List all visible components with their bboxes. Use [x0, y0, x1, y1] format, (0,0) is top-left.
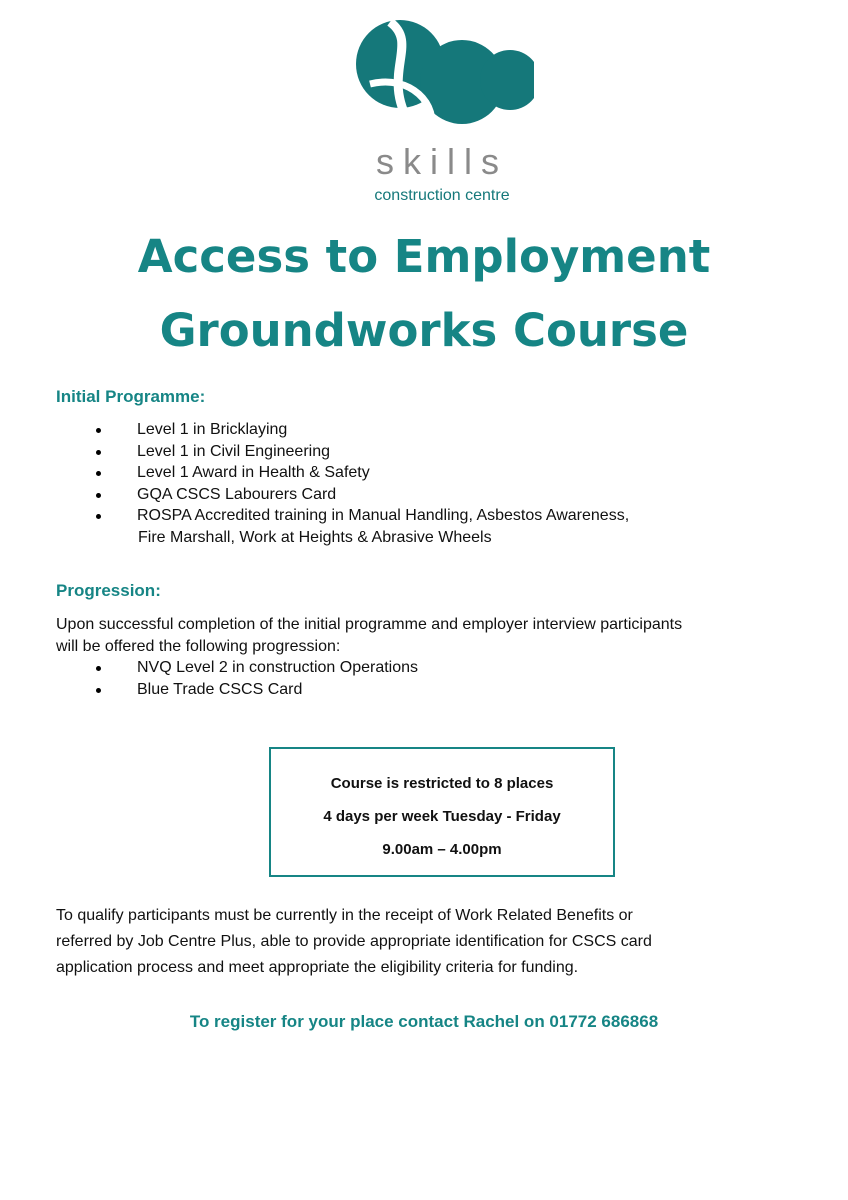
progression-list	[90, 657, 418, 700]
page-title-line-2: Groundworks Course	[159, 304, 689, 357]
list-item-continuation: Fire Marshall, Work at Heights & Abrasive Wheels	[138, 528, 492, 546]
progression-heading: Progression:	[56, 581, 161, 600]
logo-wordmark: skills	[376, 141, 508, 182]
bullet-icon	[96, 493, 101, 498]
list-item: Level 1 Award in Health & Safety	[90, 462, 629, 484]
list-item: Level 1 in Civil Engineering	[90, 441, 629, 463]
list-item: Blue Trade CSCS Card	[90, 679, 418, 701]
sco-logo-mark	[350, 14, 534, 138]
initial-programme-list	[90, 419, 629, 548]
initial-programme-heading: Initial Programme:	[56, 387, 206, 406]
contact-line: To register for your place contact Rachel on 01772 686868	[189, 1012, 659, 1031]
logo-subtitle: construction centre	[374, 187, 510, 204]
bullet-icon	[96, 428, 101, 433]
list-item: NVQ Level 2 in construction Operations	[90, 657, 418, 679]
progression-intro: Upon successful completion of the initial programme and employer interview participants will be offered the following progression:	[56, 616, 683, 655]
bullet-icon	[96, 666, 101, 671]
list-item: Level 1 in Bricklaying	[90, 419, 629, 441]
bullet-icon	[96, 471, 101, 476]
course-info-box	[269, 747, 615, 877]
page-title-line-1: Access to Employment	[137, 230, 711, 283]
skills-logo	[350, 14, 534, 204]
list-item: GQA CSCS Labourers Card	[90, 484, 629, 506]
course-hours: 9.00am – 4.00pm	[382, 841, 502, 858]
eligibility-text: To qualify participants must be currently in the receipt of Work Related Benefits or referred by Job Centre Plus, able to provide appropriate identification for CSCS card application process and meet appropriate the eligibility criteria for funding.	[56, 907, 652, 976]
bullet-icon	[96, 514, 101, 519]
list-item: ROSPA Accredited training in Manual Handling, Asbestos Awareness,	[90, 505, 629, 527]
bullet-icon	[96, 688, 101, 693]
bullet-icon	[96, 450, 101, 455]
course-days: 4 days per week Tuesday - Friday	[323, 808, 561, 825]
course-places: Course is restricted to 8 places	[330, 775, 554, 792]
